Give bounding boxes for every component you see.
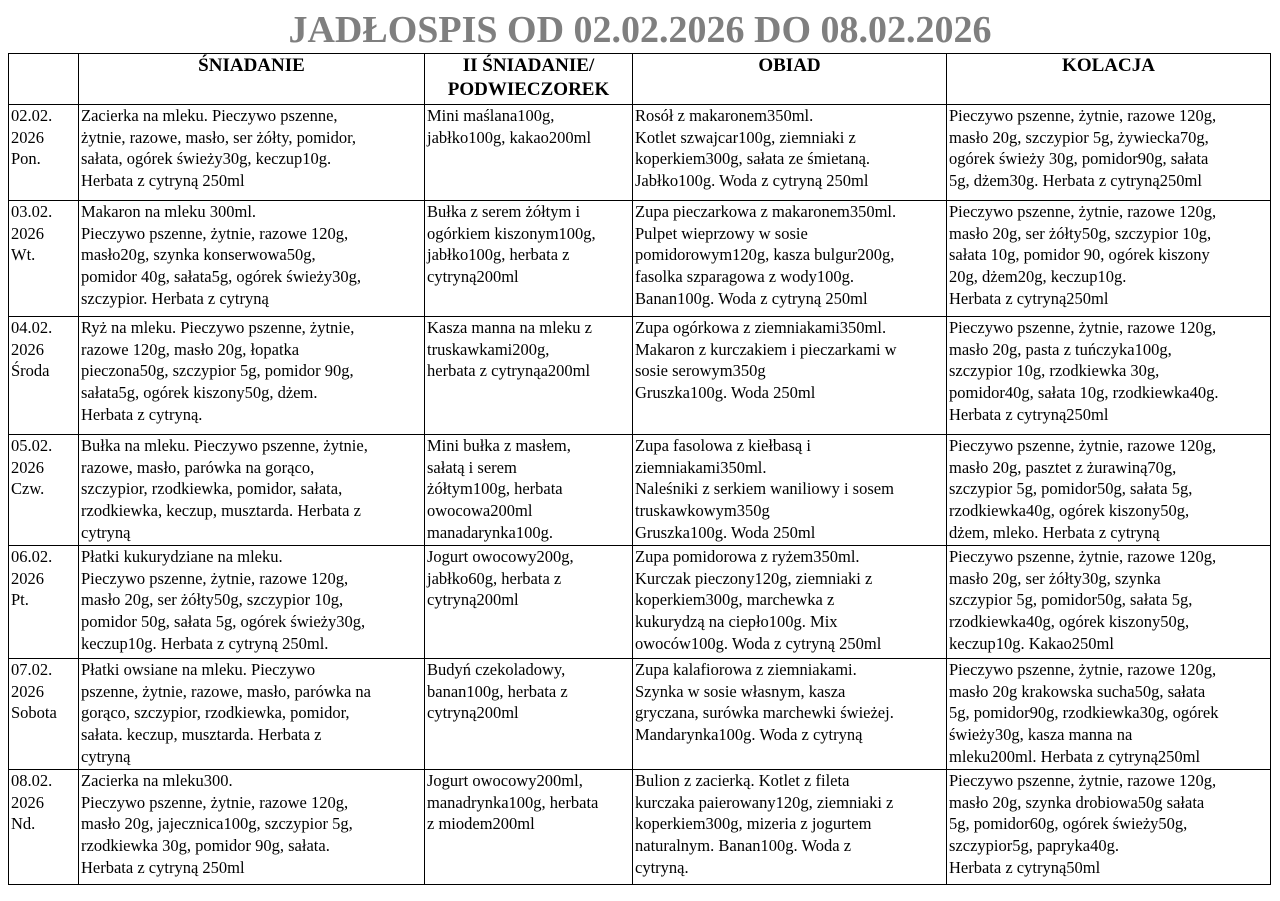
dinner-cell: Zupa pieczarkowa z makaronem350ml. Pulpet wieprzowy w sosie pomidorowym120g, kasza bulgur200g, fasolka szparagowa z wody100g. Banan100g. Woda z cytryną 250ml <box>633 201 947 317</box>
dinner-cell: Zupa ogórkowa z ziemniakami350ml. Makaron z kurczakiem i pieczarkami w sosie serowym350g Gruszka100g. Woda 250ml <box>633 317 947 435</box>
header-second-breakfast: II ŚNIADANIE/ PODWIECZOREK <box>425 54 633 105</box>
supper-cell: Pieczywo pszenne, żytnie, razowe 120g, masło 20g, ser żółty30g, szynka szczypior 5g, pomidor50g, sałata 5g, rzodkiewka40g, ogórek kiszony50g, keczup10g. Kakao250ml <box>947 546 1271 659</box>
table-row <box>9 659 1271 770</box>
second-breakfast-cell: Bułka z serem żółtym i ogórkiem kiszonym100g, jabłko100g, herbata z cytryną200ml <box>425 201 633 317</box>
table-row <box>9 105 1271 201</box>
day-cell: 04.02. 2026 Środa <box>9 317 79 435</box>
day-cell: 06.02. 2026 Pt. <box>9 546 79 659</box>
breakfast-cell: Zacierka na mleku. Pieczywo pszenne, żytnie, razowe, masło, ser żółty, pomidor, sałata, ogórek świeży30g, keczup10g. Herbata z cytryną 250ml <box>79 105 425 201</box>
header-breakfast: ŚNIADANIE <box>79 54 425 105</box>
breakfast-cell: Płatki kukurydziane na mleku. Pieczywo pszenne, żytnie, razowe 120g, masło 20g, ser żółty50g, szczypior 10g, pomidor 50g, sałata 5g, ogórek świeży30g, keczup10g. Herbata z cytryną 250ml. <box>79 546 425 659</box>
day-cell: 03.02. 2026 Wt. <box>9 201 79 317</box>
day-cell: 02.02. 2026 Pon. <box>9 105 79 201</box>
dinner-cell: Zupa fasolowa z kiełbasą i ziemniakami350ml. Naleśniki z serkiem waniliowy i sosem truskawkowym350g Gruszka100g. Woda 250ml <box>633 435 947 546</box>
second-breakfast-cell: Mini maślana100g, jabłko100g, kakao200ml <box>425 105 633 201</box>
dinner-cell: Bulion z zacierką. Kotlet z fileta kurczaka paierowany120g, ziemniaki z koperkiem300g, mizeria z jogurtem naturalnym. Banan100g. Woda z cytryną. <box>633 770 947 885</box>
supper-cell: Pieczywo pszenne, żytnie, razowe 120g, masło 20g, szynka drobiowa50g sałata 5g, pomidor60g, ogórek świeży50g, szczypior5g, papryka40g. Herbata z cytryną50ml <box>947 770 1271 885</box>
table-row <box>9 435 1271 546</box>
breakfast-cell: Bułka na mleku. Pieczywo pszenne, żytnie, razowe, masło, parówka na gorąco, szczypior, rzodkiewka, pomidor, sałata, rzodkiewka, keczup, musztarda. Herbata z cytryną <box>79 435 425 546</box>
dinner-cell: Rosół z makaronem350ml. Kotlet szwajcar100g, ziemniaki z koperkiem300g, sałata ze śmietaną. Jabłko100g. Woda z cytryną 250ml <box>633 105 947 201</box>
second-breakfast-cell: Kasza manna na mleku z truskawkami200g, herbata z cytrynąa200ml <box>425 317 633 435</box>
day-cell: 08.02. 2026 Nd. <box>9 770 79 885</box>
dinner-cell: Zupa pomidorowa z ryżem350ml. Kurczak pieczony120g, ziemniaki z koperkiem300g, marchewka z kukurydzą na ciepło100g. Mix owoców100g. Woda z cytryną 250ml <box>633 546 947 659</box>
supper-cell: Pieczywo pszenne, żytnie, razowe 120g, masło 20g, ser żółty50g, szczypior 10g, sałata 10g, pomidor 90, ogórek kiszony 20g, dżem20g, keczup10g. Herbata z cytryną250ml <box>947 201 1271 317</box>
second-breakfast-cell: Jogurt owocowy200ml, manadrynka100g, herbata z miodem200ml <box>425 770 633 885</box>
dinner-cell: Zupa kalafiorowa z ziemniakami. Szynka w sosie własnym, kasza gryczana, surówka marchewki świeżej. Mandarynka100g. Woda z cytryną <box>633 659 947 770</box>
breakfast-cell: Zacierka na mleku300. Pieczywo pszenne, żytnie, razowe 120g, masło 20g, jajecznica100g, szczypior 5g, rzodkiewka 30g, pomidor 90g, sałata. Herbata z cytryną 250ml <box>79 770 425 885</box>
breakfast-cell: Makaron na mleku 300ml. Pieczywo pszenne, żytnie, razowe 120g, masło20g, szynka konserwowa50g, pomidor 40g, sałata5g, ogórek świeży30g, szczypior. Herbata z cytryną <box>79 201 425 317</box>
day-cell: 05.02. 2026 Czw. <box>9 435 79 546</box>
table-row <box>9 201 1271 317</box>
header-row <box>9 54 1271 105</box>
table-row <box>9 770 1271 885</box>
supper-cell: Pieczywo pszenne, żytnie, razowe 120g, masło 20g, pasta z tuńczyka100g, szczypior 10g, rzodkiewka 30g, pomidor40g, sałata 10g, rzodkiewka40g. Herbata z cytryną250ml <box>947 317 1271 435</box>
second-breakfast-cell: Jogurt owocowy200g, jabłko60g, herbata z cytryną200ml <box>425 546 633 659</box>
table-row <box>9 546 1271 659</box>
second-breakfast-cell: Budyń czekoladowy, banan100g, herbata z cytryną200ml <box>425 659 633 770</box>
supper-cell: Pieczywo pszenne, żytnie, razowe 120g, masło 20g, szczypior 5g, żywiecka70g, ogórek świeży 30g, pomidor90g, sałata 5g, dżem30g. Herbata z cytryną250ml <box>947 105 1271 201</box>
header-dinner: OBIAD <box>633 54 947 105</box>
page-title: JADŁOSPIS OD 02.02.2026 DO 08.02.2026 <box>288 9 992 51</box>
breakfast-cell: Ryż na mleku. Pieczywo pszenne, żytnie, razowe 120g, masło 20g, łopatka pieczona50g, szczypior 5g, pomidor 90g, sałata5g, ogórek kiszony50g, dżem. Herbata z cytryną. <box>79 317 425 435</box>
table-row <box>9 317 1271 435</box>
second-breakfast-cell: Mini bułka z masłem, sałatą i serem żółtym100g, herbata owocowa200ml manadarynka100g. <box>425 435 633 546</box>
menu-table <box>8 53 1271 885</box>
supper-cell: Pieczywo pszenne, żytnie, razowe 120g, masło 20g krakowska sucha50g, sałata 5g, pomidor90g, rzodkiewka30g, ogórek świeży30g, kasza manna na mleku200ml. Herbata z cytryną250ml <box>947 659 1271 770</box>
header-supper: KOLACJA <box>947 54 1271 105</box>
day-cell: 07.02. 2026 Sobota <box>9 659 79 770</box>
breakfast-cell: Płatki owsiane na mleku. Pieczywo pszenne, żytnie, razowe, masło, parówka na gorąco, szczypior, rzodkiewka, pomidor, sałata. keczup, musztarda. Herbata z cytryną <box>79 659 425 770</box>
header-day <box>9 54 79 105</box>
supper-cell: Pieczywo pszenne, żytnie, razowe 120g, masło 20g, pasztet z żurawiną70g, szczypior 5g, pomidor50g, sałata 5g, rzodkiewka40g, ogórek kiszony50g, dżem, mleko. Herbata z cytryną <box>947 435 1271 546</box>
